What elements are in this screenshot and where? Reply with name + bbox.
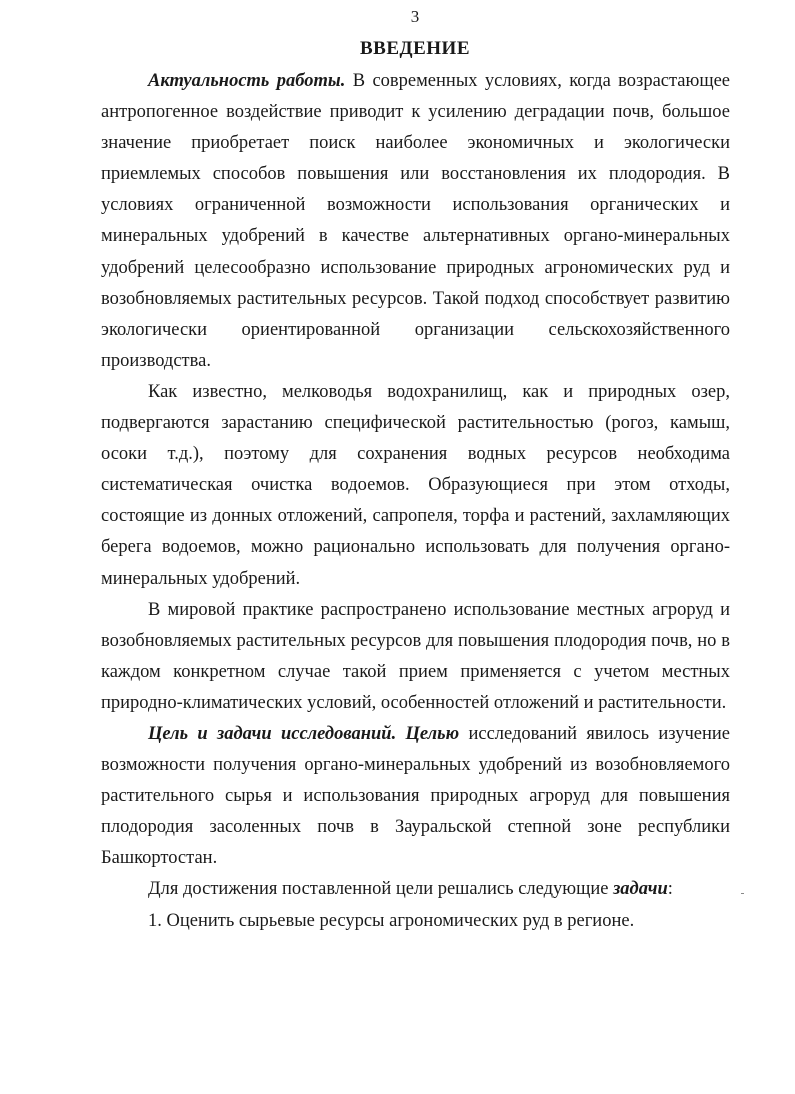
goal-lead-2: Целью bbox=[405, 723, 460, 744]
relevance-text: В современных условиях, когда возрастающее антропогенное воздействие приводит к усилению деградации почв, большое значение приобретает поиск наиболее экономичных и экологически приемлемых способов повышения или восстановления их плодородия. В условиях ограниченной возможности использования органических и минеральных удобрений в качестве альтернативных органо-минеральных удобрений целесообразно использование природных агрономических руд и возобновляемых растительных ресурсов. Такой подход способствует развитию экологически ориентированной организации сельскохозяйственного производства. bbox=[101, 71, 731, 371]
tasks-word: задачи bbox=[613, 879, 668, 900]
body-text bbox=[101, 66, 730, 937]
paragraph-world-practice bbox=[101, 595, 730, 719]
tasks-intro-text: Для достижения поставленной цели решались следующие bbox=[148, 879, 614, 900]
relevance-lead: Актуальность работы. bbox=[148, 71, 346, 91]
paragraph-reservoirs bbox=[101, 377, 730, 595]
page-number: 3 bbox=[410, 7, 420, 26]
paragraph-relevance bbox=[101, 66, 730, 377]
scan-mark bbox=[741, 893, 744, 894]
goal-lead: Цель и задачи исследований. bbox=[148, 723, 397, 744]
reservoirs-text: Как известно, мелководья водохранилищ, как и природных озер, подвергаются зарастанию специфической растительностью (рогоз, камыш, осоки т.д.), поэтому для сохранения водных ресурсов необходима систематическая очистка водоемов. Образующиеся при этом отходы, состоящие из донных отложений, сапропеля, торфа и растений, захламляющих берега водоемов, можно рационально использовать для получения органо-минеральных удобрений. bbox=[101, 381, 730, 589]
tasks-colon: : bbox=[667, 879, 673, 900]
paragraph-goal bbox=[101, 719, 730, 874]
task-item-1 bbox=[101, 906, 730, 937]
world-practice-text: В мировой практике распространено использование местных агроруд и возобновляемых растительных ресурсов для повышения плодородия почв, но в каждом конкретном случае такой прием применяется с учетом местных природно-климатических условий, особенностей отложений и растительности. bbox=[101, 599, 730, 713]
paragraph-tasks-intro bbox=[101, 874, 730, 905]
task-item-1-text: 1. Оценить сырьевые ресурсы агрономических руд в регионе. bbox=[148, 910, 635, 931]
section-heading: ВВЕДЕНИЕ bbox=[360, 38, 470, 59]
goal-text: исследований явилось изучение возможности получения органо-минеральных удобрений из возобновляемого растительного сырья и использования природных агроруд для повышения плодородия засоленных почв в Зауральской степной зоне республики Башкортостан. bbox=[101, 723, 730, 869]
